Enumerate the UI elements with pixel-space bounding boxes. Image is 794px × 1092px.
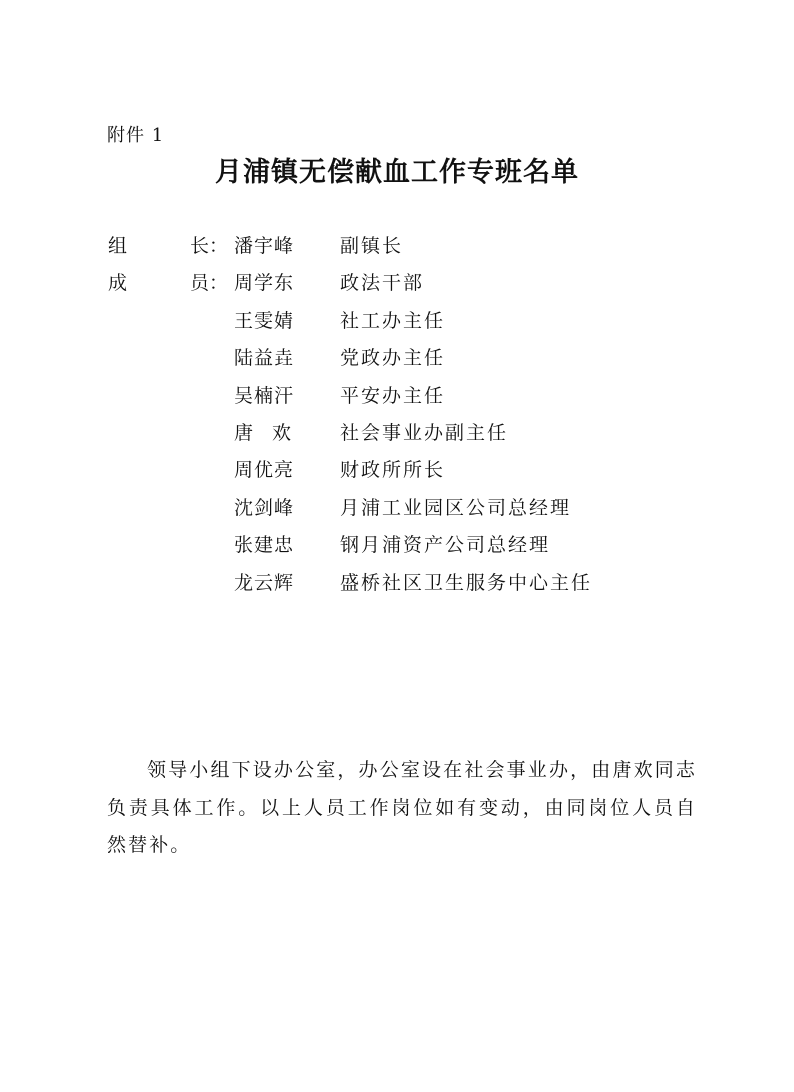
document-title: 月浦镇无偿献血工作专班名单 bbox=[215, 157, 579, 188]
member-position: 平安办主任 bbox=[340, 384, 446, 407]
roster-row-member bbox=[0, 525, 794, 562]
member-name: 沈剑峰 bbox=[234, 496, 295, 519]
member-position: 钢月浦资产公司总经理 bbox=[340, 534, 551, 557]
roster-row-member bbox=[0, 338, 794, 375]
member-name: 龙云辉 bbox=[234, 571, 295, 594]
member-name: 陆益垚 bbox=[234, 347, 295, 370]
leader-name: 潘宇峰 bbox=[234, 235, 295, 257]
member-position: 盛桥社区卫生服务中心主任 bbox=[340, 571, 593, 594]
member-name: 张建忠 bbox=[234, 534, 295, 557]
note-paragraph: 领导小组下设办公室，办公室设在社会事业办，由唐欢同志负责具体工作。以上人员工作岗位如有变动，由同岗位人员自然替补。 bbox=[107, 759, 697, 856]
member-position: 政法干部 bbox=[340, 272, 425, 295]
roster-row-leader bbox=[0, 226, 794, 263]
member-name: 周学东 bbox=[234, 272, 295, 295]
roster-row-member bbox=[0, 488, 794, 525]
role-label-first-char: 组 bbox=[108, 235, 128, 257]
role-label-last-char: 长： bbox=[190, 235, 229, 257]
roster-row-member bbox=[0, 563, 794, 600]
roster-row-member bbox=[0, 450, 794, 487]
member-name: 唐 欢 bbox=[234, 421, 292, 444]
attachment-label: 附件 1 bbox=[107, 125, 165, 146]
leader-position: 副镇长 bbox=[340, 235, 404, 257]
member-position: 月浦工业园区公司总经理 bbox=[340, 496, 572, 519]
member-position: 财政所所长 bbox=[340, 459, 446, 482]
member-name: 王雯婧 bbox=[234, 309, 295, 332]
role-label-last-char: 员： bbox=[190, 272, 229, 295]
member-position: 社工办主任 bbox=[340, 309, 446, 332]
member-position: 社会事业办副主任 bbox=[340, 421, 509, 444]
member-name: 吴楠汗 bbox=[234, 384, 295, 407]
member-position: 党政办主任 bbox=[340, 347, 446, 370]
roster-row-member bbox=[0, 413, 794, 450]
member-name: 周优亮 bbox=[234, 459, 295, 482]
roster-row-member bbox=[0, 376, 794, 413]
roster-row-member bbox=[0, 263, 794, 300]
roster bbox=[0, 226, 794, 600]
roster-row-member bbox=[0, 301, 794, 338]
role-label-first-char: 成 bbox=[108, 272, 128, 295]
